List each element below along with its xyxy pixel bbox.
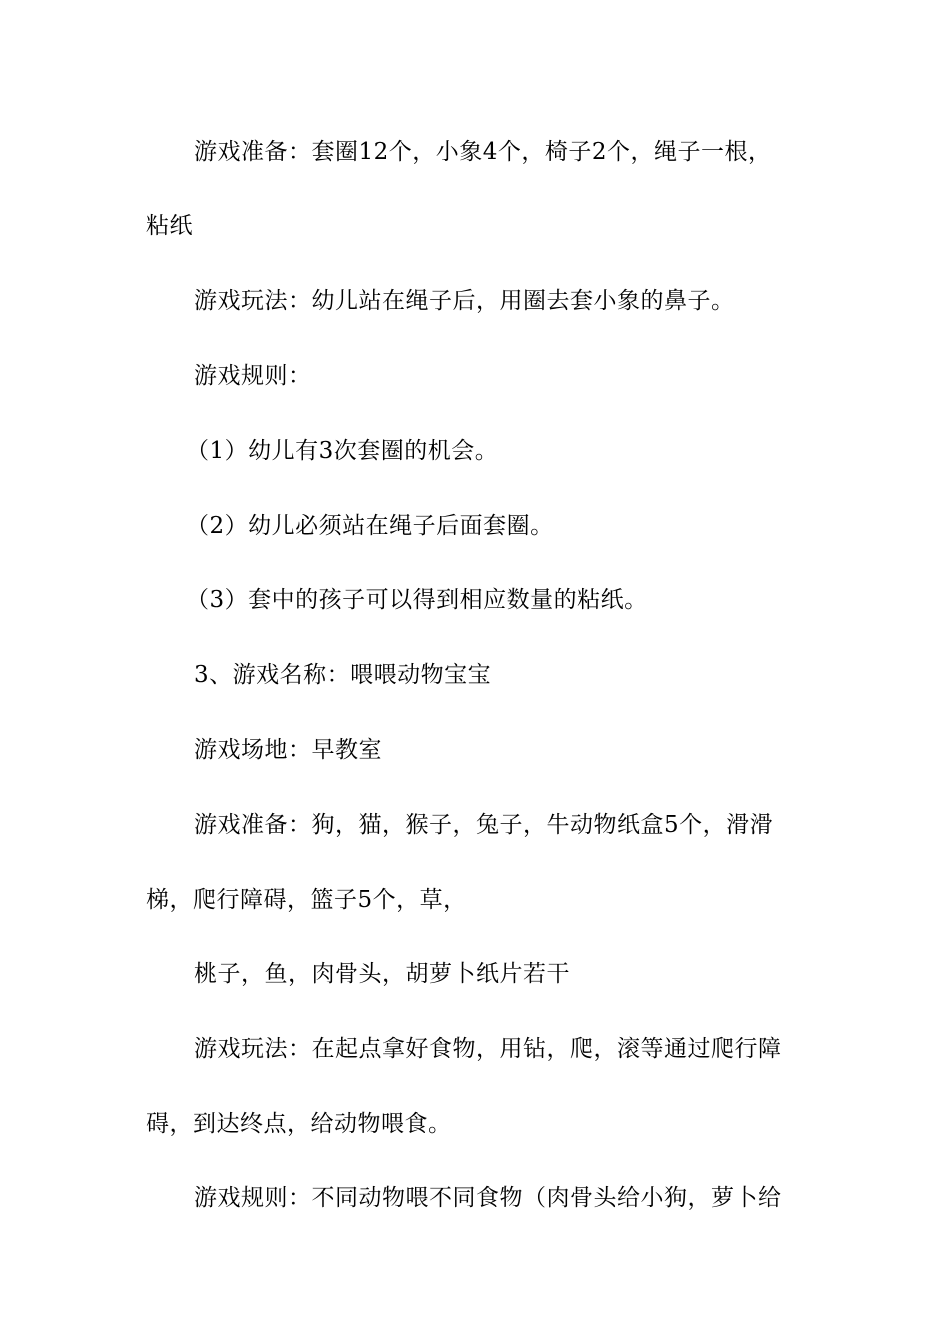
paragraph-line: 游戏准备：狗，猫，猴子，兔子，牛动物纸盒5个，滑滑 [194,812,774,838]
rule-item: （1）幼儿有3次套圈的机会。 [186,438,499,464]
paragraph-line: 游戏规则：不同动物喂不同食物（肉骨头给小狗，萝卜给 [194,1185,782,1211]
paragraph-line: 游戏玩法：在起点拿好食物，用钻，爬，滚等通过爬行障 [194,1036,782,1062]
paragraph-line: 游戏玩法：幼儿站在绳子后，用圈去套小象的鼻子。 [194,288,735,314]
paragraph-line: 游戏准备：套圈12个，小象4个，椅子2个，绳子一根， [194,139,772,165]
paragraph-line: 碍，到达终点，给动物喂食。 [146,1111,452,1137]
paragraph-line: 桃子，鱼，肉骨头，胡萝卜纸片若干 [194,961,570,987]
paragraph-line: 游戏场地：早教室 [194,737,382,763]
paragraph-line: 梯，爬行障碍，篮子5个，草， [146,887,467,913]
rule-item: （3）套中的孩子可以得到相应数量的粘纸。 [186,587,648,613]
section-heading: 游戏规则： [194,363,312,389]
paragraph-line: 粘纸 [146,213,193,239]
rule-item: （2）幼儿必须站在绳子后面套圈。 [186,513,554,539]
section-heading: 3、游戏名称：喂喂动物宝宝 [194,662,492,688]
